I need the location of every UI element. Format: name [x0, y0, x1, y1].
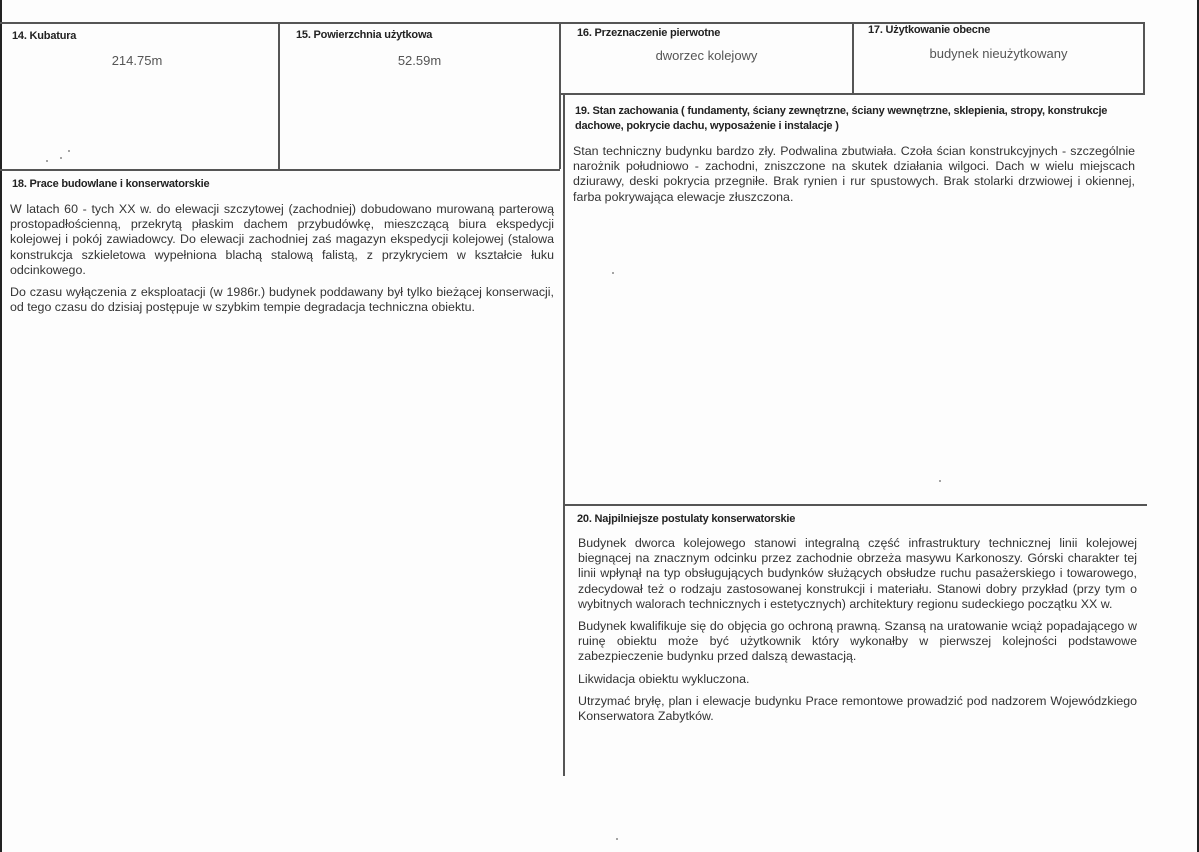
field-przeznaczenie-label: 16. Przeznaczenie pierwotne [577, 27, 721, 39]
scan-speck [46, 160, 48, 162]
field-uzytkowanie-value: budynek nieużytkowany [929, 46, 1068, 61]
scan-speck [60, 157, 62, 159]
postulaty-paragraph: Budynek kwalifikuje się do objęcia go ochroną prawną. Szansą na uratowanie wciąż popadającego w ruinę obiektu może być użytkownik który wykonałby w pierwszej kolejności podstawowe zabezpieczenie budynku przed dalszą dewastacją. [578, 619, 1137, 664]
field-prace-budowlane [2, 171, 558, 771]
field-przeznaczenie [561, 24, 852, 93]
field-postulaty-label: 20. Najpilniejsze postulaty konserwatorskie [577, 513, 796, 525]
field-powierzchnia-label: 15. Powierzchnia użytkowa [296, 29, 433, 41]
stan-paragraph: Stan techniczny budynku bardzo zły. Podwalina zbutwiała. Czoła ścian konstrukcyjnych - szczególnie narożnik południowo - zachodni, zniszczone na skutek działania wilgoci. Dach w wielu miejscach dziurawy, deski pokrycia przegniłe. Brak rynien i rur spustowych. Brak stolarki drzwiowej i okiennej, farba pokrywająca elewacje złuszczona. [573, 144, 1135, 204]
scan-speck [612, 272, 614, 274]
field-stan-zachowania [565, 95, 1145, 504]
scan-speck [68, 150, 70, 152]
scan-speck [616, 838, 618, 840]
field-prace-text [10, 202, 554, 322]
field-powierzchnia-value: 52.59m [397, 53, 442, 68]
field-kubatura [2, 24, 278, 169]
scan-speck [939, 480, 941, 482]
field-kubatura-value: 214.75m [111, 53, 163, 68]
divider-right [1143, 22, 1145, 94]
postulaty-paragraph: Likwidacja obiektu wykluczona. [578, 671, 750, 686]
field-stan-text [573, 144, 1135, 212]
field-kubatura-label: 14. Kubatura [12, 30, 77, 42]
field-postulaty [565, 506, 1147, 776]
field-prace-label: 18. Prace budowlane i konserwatorskie [12, 178, 210, 190]
field-stan-label: 19. Stan zachowania ( fundamenty, ściany zewnętrzne, ściany wewnętrzne, sklepienia, stropy, konstrukcje dachowe, pokrycie dachu, wyposażenie i instalacje ) [575, 105, 1108, 132]
field-postulaty-text [578, 536, 1137, 731]
field-uzytkowanie-label: 17. Użytkowanie obecne [868, 24, 991, 36]
field-przeznaczenie-value: dworzec kolejowy [655, 48, 758, 63]
prace-paragraph: Do czasu wyłączenia z eksploatacji (w 1986r.) budynek poddawany był tylko bieżącej konserwacji, od tego czasu do dzisiaj postępuje w szybkim tempie degradacja techniczna obiektu. [10, 285, 554, 315]
postulaty-paragraph: Budynek dworca kolejowego stanowi integralną część infrastruktury technicznej linii kolejowej biegnącej na znacznym odcinku przez zachodnie obrzeża masywu Karkonoszy. Górski charakter tej linii wpłynął na typ obsługujących budynków służących obsłudze ruchu pasażerskiego i towarowego, zdecydował też o rodzaju zastosowanej konstrukcji i materiału. Stanowi dobry przykład (przy tym o wybitnych walorach technicznych i estetycznych) architektury regionu sudeckiego początku XX w. [578, 536, 1137, 611]
prace-paragraph: W latach 60 - tych XX w. do elewacji szczytowej (zachodniej) dobudowano murowaną parterową prostopadłościenną, przekrytą płaskim dachem przybudówkę, mieszczącą biura ekspedycji kolejowej i pokój zawiadowcy. Do elewacji zachodniej zaś magazyn ekspedycji kolejowej (stalowa konstrukcja szkieletowa wypełniona blachą stalową falistą, z przykryciem w kształcie łuku odcinkowego. [10, 202, 554, 277]
postulaty-paragraph: Utrzymać bryłę, plan i elewacje budynku Prace remontowe prowadzić pod nadzorem Wojewódzkiego Konserwatora Zabytków. [578, 693, 1137, 724]
field-powierzchnia [280, 24, 559, 169]
field-uzytkowanie [854, 24, 1143, 93]
